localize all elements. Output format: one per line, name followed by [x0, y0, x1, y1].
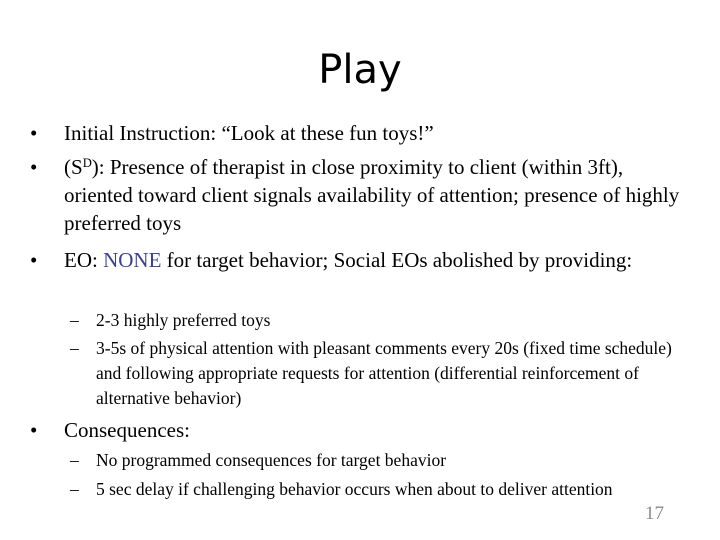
bullet-text: Initial Instruction: “Look at these fun toys!”	[64, 121, 434, 145]
bullet-marker: •	[30, 155, 38, 179]
bullet-prefix: (S	[64, 155, 83, 179]
bullet-text: Consequences:	[64, 418, 190, 442]
sub-bullet-marker: –	[70, 479, 79, 499]
bullet-marker: •	[30, 418, 38, 442]
page-number: 17	[645, 503, 664, 524]
superscript: D	[82, 156, 92, 171]
bullet-marker: •	[30, 121, 38, 145]
slide-title: Play	[318, 47, 402, 93]
sub-bullet-no-programmed	[70, 448, 696, 473]
sub-bullet-text: 3-5s of physical attention with pleasant comments every 20s (fixed time schedule) and following appropriate requests for attention (differential reinforcement of alternative behavior)	[96, 338, 672, 408]
bullet-initial-instruction	[30, 119, 684, 147]
bullet-consequences	[30, 416, 684, 444]
sub-bullet-text: 5 sec delay if challenging behavior occurs when about to deliver attention	[96, 479, 613, 499]
sub-bullet-toys	[70, 308, 696, 333]
bullet-prefix: EO:	[64, 248, 104, 272]
sub-bullet-text: No programmed consequences for target behavior	[96, 450, 447, 470]
highlight-none: NONE	[103, 248, 162, 272]
sub-bullet-marker: –	[70, 338, 79, 358]
bullet-eo	[30, 246, 684, 274]
bullet-text: ): Presence of therapist in close proximity to client (within 3ft), oriented toward client signals availability of attention; presence of highly preferred toys	[64, 155, 680, 235]
sub-bullet-attention	[70, 336, 686, 411]
sub-bullet-marker: –	[70, 450, 79, 470]
sub-bullet-marker: –	[70, 310, 79, 330]
bullet-sd	[30, 153, 684, 237]
bullet-marker: •	[30, 248, 38, 272]
sub-bullet-delay	[70, 477, 696, 502]
bullet-text: for target behavior; Social EOs abolished by providing:	[161, 248, 633, 272]
sub-bullet-text: 2-3 highly preferred toys	[96, 310, 271, 330]
